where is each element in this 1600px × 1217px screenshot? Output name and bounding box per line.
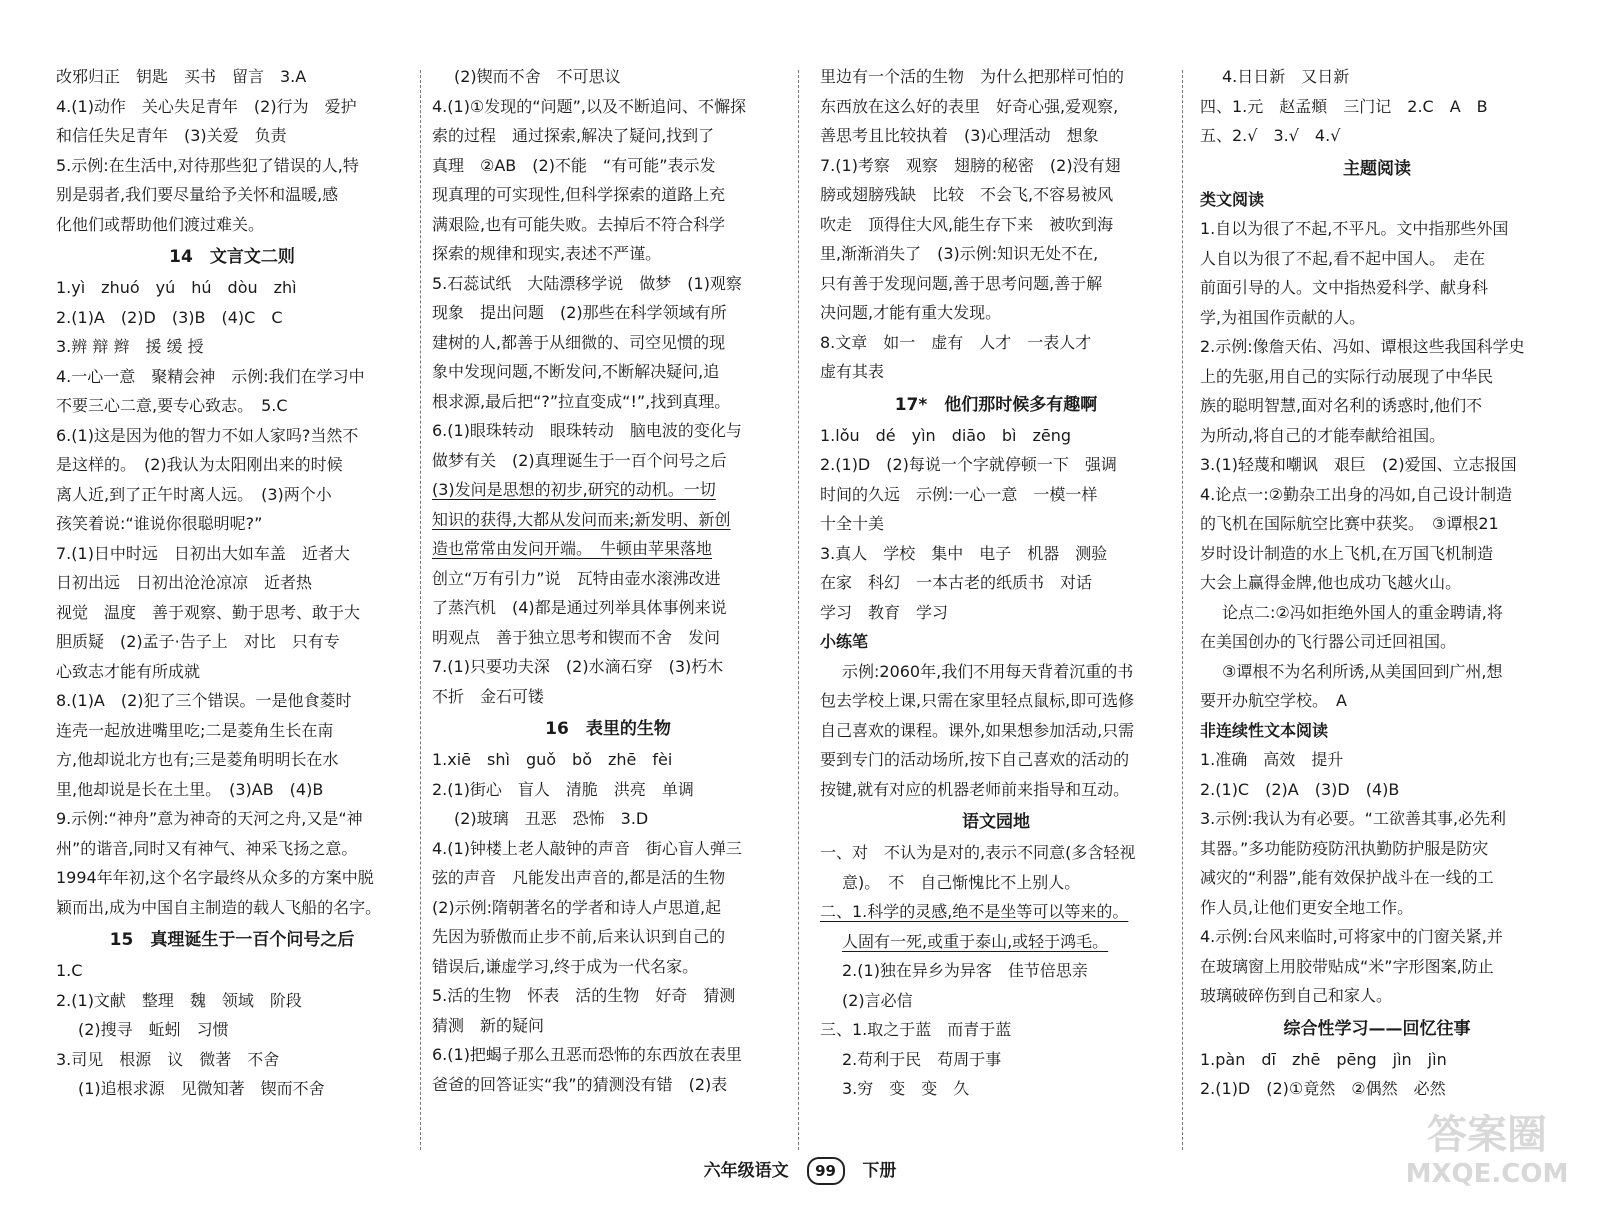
answer-line: (2)言必信	[842, 990, 913, 1010]
answer-line: 作人员,让他们更安全地工作。	[1200, 897, 1414, 917]
subsection-label: 类文阅读	[1200, 189, 1265, 209]
answer-line: 人固有一死,或重于泰山,或轻于鸿毛。	[842, 931, 1109, 951]
answer-line: 3.(1)轻蔑和嘲讽 艰巨 (2)爱国、立志报国	[1200, 455, 1517, 474]
answer-line: 时间的久远 示例:一心一意 一模一样	[820, 484, 1098, 504]
answer-line: (2)锲而不舍 不可思议	[454, 67, 621, 86]
answer-line: 里,渐渐消失了 (3)示例:知识无处不在,	[820, 244, 1099, 263]
answer-line: 里边有一个活的生物 为什么把那样可怕的	[820, 67, 1125, 86]
answer-line: 明观点 善于独立思考和锲而不舍 发问	[432, 627, 721, 647]
answer-line: 学习 教育 学习	[820, 602, 949, 622]
answer-line: 4.一心一意 聚精会神 示例:我们在学习中	[56, 366, 365, 386]
answer-line: 按键,就有对应的机器老师前来指导和互动。	[820, 779, 1130, 799]
answer-column-3	[820, 62, 1172, 1104]
answer-line: 建树的人,都善于从细微的、司空见惯的现	[432, 332, 726, 352]
answer-line: 7.(1)考察 观察 翅膀的秘密 (2)没有翅	[820, 155, 1121, 175]
answer-line: 膀或翅膀残缺 比较 不会飞,不容易被风	[820, 185, 1114, 204]
answer-line: 4.示例:台风来临时,可将家中的门窗关紧,并	[1200, 927, 1503, 946]
section-title: 综合性学习——回忆往事	[1283, 1018, 1471, 1039]
answer-line: 心致志才能有所成就	[56, 661, 201, 681]
answer-line: 了蒸汽机 (4)都是通过列举具体事例来说	[432, 598, 727, 617]
answer-line: 前面引导的人。文中指热爱科学、献身科	[1200, 278, 1489, 297]
answer-line: 十全十美	[820, 514, 885, 533]
answer-line: 的飞机在国际航空比赛中获奖。 ③谭根21	[1200, 514, 1499, 533]
answer-line: 3.司见 根源 议 微著 不舍	[56, 1049, 280, 1069]
answer-line: 真理 ②AB (2)不能 “有可能”表示发	[432, 155, 716, 175]
answer-line: 2.(1)D (2)每说一个字就停顿一下 强调	[820, 455, 1117, 474]
answer-line: 人自以为很了不起,看不起中国人。 走在	[1200, 248, 1486, 268]
answer-line: 5.石蕊试纸 大陆漂移学说 做梦 (1)观察	[432, 273, 742, 293]
answer-line: 知识的获得,大都从发问而来;新发明、新创	[432, 509, 731, 529]
answer-line: 9.示例:“神舟”意为神奇的天河之舟,又是“神	[56, 809, 363, 828]
answer-line: 5.活的生物 怀表 活的生物 好奇 猜测	[432, 986, 736, 1005]
answer-line: 减灾的“利器”,能有效保护战斗在一线的工	[1200, 868, 1494, 887]
answer-line: 象中发现问题,不断发问,不断解决疑问,追	[432, 362, 720, 381]
answer-line: 猜测 新的疑问	[432, 1015, 545, 1035]
answer-line: 先因为骄傲而止步不前,后来认识到自己的	[432, 927, 726, 946]
answer-line: 化他们或帮助他们渡过难关。	[56, 214, 265, 234]
answer-line: 在美国创办的飞行器公司迁回祖国。	[1200, 632, 1457, 651]
answer-line: 做梦有关 (2)真理诞生于一百个问号之后	[432, 450, 727, 470]
answer-line: 孩笑着说:“谁说你很聪明呢?”	[56, 514, 263, 533]
answer-line: 大会上赢得金牌,他也成功飞越火山。	[1200, 573, 1462, 592]
answer-line: 1.xiē shì guǒ bǒ zhē fèi	[432, 750, 673, 769]
answer-line: 要到专门的活动场所,按下自己喜欢的活动的	[820, 750, 1130, 769]
section-title: 语文园地	[962, 812, 1030, 832]
answer-line: 方,他却说北方也有;三是菱角明明长在水	[56, 750, 339, 769]
answer-line: 现真理的可实现性,但科学探索的道路上充	[432, 185, 726, 204]
answer-line: 改邪归正 钥匙 买书 留言 3.A	[56, 67, 307, 86]
answer-line: 岁时设计制造的水上飞机,在万国飞机制造	[1200, 543, 1494, 563]
answer-line: 探索的规律和现实,表述不严谨。	[432, 244, 662, 263]
answer-line: 4.(1)钟楼上老人敲钟的声音 街心盲人弹三	[432, 838, 742, 858]
answer-line: (2)示例:隋朝著名的学者和诗人卢思道,起	[432, 897, 722, 917]
answer-line: 1994年年初,这个名字最终从众多的方案中脱	[56, 868, 374, 887]
page-footer	[0, 1156, 1600, 1185]
answer-line: 自己喜欢的课程。课外,如果想参加活动,只需	[820, 720, 1135, 740]
answer-line: 造也常常由发问开端。 牛顿由苹果落地	[432, 539, 713, 558]
answer-line: 1.准确 高效 提升	[1200, 750, 1344, 769]
subsection-label: 小练笔	[820, 632, 869, 651]
answer-line: 里,他却说是长在土里。 (3)AB (4)B	[56, 779, 324, 799]
answer-line: 为所动,将自己的才能奉献给祖国。	[1200, 425, 1446, 445]
answer-line: 3.真人 学校 集中 电子 机器 测验	[820, 543, 1108, 563]
column-divider	[1182, 70, 1183, 1150]
answer-line: 1.自以为很了不起,不平凡。文中指那些外国	[1200, 219, 1509, 238]
answer-line: 7.(1)只要功夫深 (2)水滴石穿 (3)朽木	[432, 657, 724, 676]
answer-line: 4.日日新 又日新	[1222, 67, 1350, 86]
answer-line: 创立“万有引力”说 瓦特由壶水滚沸改进	[432, 568, 721, 588]
answer-line: 颖而出,成为中国自主制造的载人飞船的名字。	[56, 897, 382, 917]
answer-line: 三、1.取之于蓝 而青于蓝	[820, 1020, 1012, 1039]
answer-line: 在玻璃窗上用胶带贴成“米”字形图案,防止	[1200, 956, 1494, 976]
answer-line: 3.辨 辩 辫 援 缓 授	[56, 337, 204, 356]
answer-line: (2)玻璃 丑恶 恐怖 3.D	[454, 809, 649, 828]
answer-line: 和信任失足青年 (3)关爱 负责	[56, 126, 287, 145]
answer-line: 只有善于发现问题,善于思考问题,善于解	[820, 273, 1103, 293]
answer-line: 2.(1)C (2)A (3)D (4)B	[1200, 779, 1400, 799]
answer-line: 2.(1)D (2)①竟然 ②偶然 必然	[1200, 1079, 1446, 1098]
answer-line: 四、1.元 赵孟頫 三门记 2.C A B	[1200, 96, 1488, 116]
answer-line: 五、2.√ 3.√ 4.√	[1200, 126, 1341, 145]
answer-line: 吹走 顶得住大风,能生存下来 被吹到海	[820, 214, 1114, 234]
answer-line: 2.苟利于民 苟周于事	[842, 1049, 1002, 1069]
answer-line: 玻璃破碎伤到自己和家人。	[1200, 986, 1393, 1005]
answer-line: 决问题,才能有重大发现。	[820, 303, 1002, 322]
answer-column-1	[56, 62, 408, 1104]
answer-line: 上的先驱,用自己的实际行动展现了中华民	[1200, 366, 1494, 386]
answer-line: 6.(1)眼珠转动 眼珠转动 脑电波的变化与	[432, 421, 742, 440]
answer-line: 爸爸的回答证实“我”的猜测没有错 (2)表	[432, 1074, 728, 1094]
answer-line: 1.lǒu dé yìn diāo bì zēng	[820, 425, 1072, 445]
watermark-main: 答案圈	[1427, 1112, 1547, 1158]
column-divider	[798, 70, 799, 1150]
answer-line: 连壳一起放进嘴里吃;二是菱角生长在南	[56, 720, 334, 740]
answer-line: 在家 科幻 一本古老的纸质书 对话	[820, 573, 1093, 592]
answer-line: 是这样的。 (2)我认为太阳刚出来的时候	[56, 455, 343, 474]
answer-line: 错误后,谦虚学习,终于成为一代名家。	[432, 956, 699, 976]
column-divider	[420, 70, 421, 1150]
answer-line: 要开办航空学校。 A	[1200, 691, 1347, 710]
answer-line: 离人近,到了正午时离人远。 (3)两个小	[56, 484, 332, 504]
section-title: 主题阅读	[1343, 158, 1411, 179]
answer-line: 根求源,最后把“?”拉直变成“!”,找到真理。	[432, 391, 731, 411]
answer-line: 不折 金石可镂	[432, 686, 545, 706]
answer-line: 2.(1)街心 盲人 清脆 洪亮 单调	[432, 779, 694, 799]
answer-line: 意)。 不 自己惭愧比不上别人。	[842, 872, 1081, 892]
page-number: 99	[807, 1157, 845, 1185]
answer-line: 虚有其表	[820, 362, 885, 381]
answer-line: 示例:2060年,我们不用每天背着沉重的书	[842, 661, 1134, 681]
answer-line: (1)追根求源 见微知著 锲而不舍	[78, 1079, 325, 1098]
answer-line: 胆质疑 (2)孟子·告子上 对比 只有专	[56, 632, 340, 651]
answer-line: 2.示例:像詹天佑、冯如、谭根这些我国科学史	[1200, 337, 1525, 356]
answer-line: 6.(1)这是因为他的智力不如人家吗?当然不	[56, 425, 359, 445]
answer-line: 3.穷 变 变 久	[842, 1079, 970, 1098]
answer-line: 8.(1)A (2)犯了三个错误。一是他食菱时	[56, 691, 352, 710]
answer-line: 一、对 不认为是对的,表示不同意(多含轻视	[820, 843, 1136, 862]
footer-volume: 下册	[862, 1161, 897, 1181]
answer-line: 4.(1)①发现的“问题”,以及不断追问、不懈探	[432, 96, 746, 116]
answer-line: 6.(1)把蝎子那么丑恶而恐怖的东西放在表里	[432, 1045, 742, 1064]
answer-line: 5.示例:在生活中,对待那些犯了错误的人,特	[56, 155, 359, 175]
answer-line: 善思考且比较执着 (3)心理活动 想象	[820, 126, 1099, 145]
answer-line: 1.yì zhuó yú hú dòu zhì	[56, 278, 297, 297]
answer-line: 别是弱者,我们要尽量给予关怀和温暖,感	[56, 185, 339, 204]
answer-line: 学,为祖国作贡献的人。	[1200, 307, 1366, 327]
answer-line: ③谭根不为名利所诱,从美国回到广州,想	[1222, 661, 1503, 681]
answer-line: 8.文章 如一 虚有 人才 一表人才	[820, 332, 1092, 352]
answer-line: 2.(1)文献 整理 魏 领域 阶段	[56, 990, 302, 1010]
answer-line: 族的聪明智慧,面对名利的诱惑时,他们不	[1200, 396, 1483, 415]
answer-line: (2)搜寻 蚯蚓 习惯	[78, 1020, 229, 1039]
answer-line: 不要三心二意,要专心致志。 5.C	[56, 396, 288, 415]
answer-line: 包去学校上课,只需在家里轻点鼠标,即可选修	[820, 691, 1135, 710]
answer-line: 州”的谐音,同时又有神气、神采飞扬之意。	[56, 838, 358, 858]
section-title: 16 表里的生物	[545, 719, 671, 739]
answer-line: 满艰险,也有可能失败。去掉后不符合科学	[432, 214, 726, 234]
answer-line: 3.示例:我认为有必要。“工欲善其事,必先利	[1200, 809, 1507, 828]
answer-line: 索的过程 通过探索,解决了疑问,找到了	[432, 126, 715, 145]
section-title: 14 文言文二则	[169, 247, 295, 267]
footer-grade: 六年级语文	[703, 1161, 789, 1181]
answer-line: 视觉 温度 善于观察、勤于思考、敢于大	[56, 602, 361, 622]
answer-line: 论点二:②冯如拒绝外国人的重金聘请,将	[1222, 602, 1503, 622]
answer-column-4	[1200, 62, 1554, 1104]
answer-line: 4.论点一:②勤杂工出身的冯如,自己设计制造	[1200, 484, 1513, 504]
subsection-label: 非连续性文本阅读	[1200, 720, 1329, 740]
watermark-url: MXQE.COM	[1405, 1159, 1569, 1189]
section-title: 15 真理诞生于一百个问号之后	[109, 930, 355, 950]
answer-column-2	[432, 62, 784, 1099]
answer-line: 日初出远 日初出沧沧凉凉 近者热	[56, 573, 313, 592]
answer-line: 1.pàn dī zhē pēng jìn jìn	[1200, 1049, 1447, 1069]
answer-line: 4.(1)动作 关心失足青年 (2)行为 爱护	[56, 96, 357, 116]
answer-line: 其器。”多功能防疫防汛执勤防护服是防灾	[1200, 838, 1489, 858]
answer-line: 现象 提出问题 (2)那些在科学领域有所	[432, 303, 727, 322]
answer-line: 2.(1)独在异乡为异客 佳节倍思亲	[842, 961, 1088, 980]
answer-line: 2.(1)A (2)D (3)B (4)C C	[56, 307, 283, 327]
answer-line: 弦的声音 凡能发出声音的,都是活的生物	[432, 868, 726, 887]
answer-line: 二、1.科学的灵感,绝不是坐等可以等来的。	[820, 902, 1129, 921]
answer-line: 7.(1)日中时远 日初出大如车盖 近者大	[56, 543, 350, 563]
answer-line: 东西放在这么好的表里 好奇心强,爱观察,	[820, 96, 1119, 116]
section-title: 17* 他们那时候多有趣啊	[894, 394, 1098, 415]
answer-line: 1.C	[56, 961, 83, 980]
answer-line: (3)发问是思想的初步,研究的动机。一切	[432, 480, 716, 499]
